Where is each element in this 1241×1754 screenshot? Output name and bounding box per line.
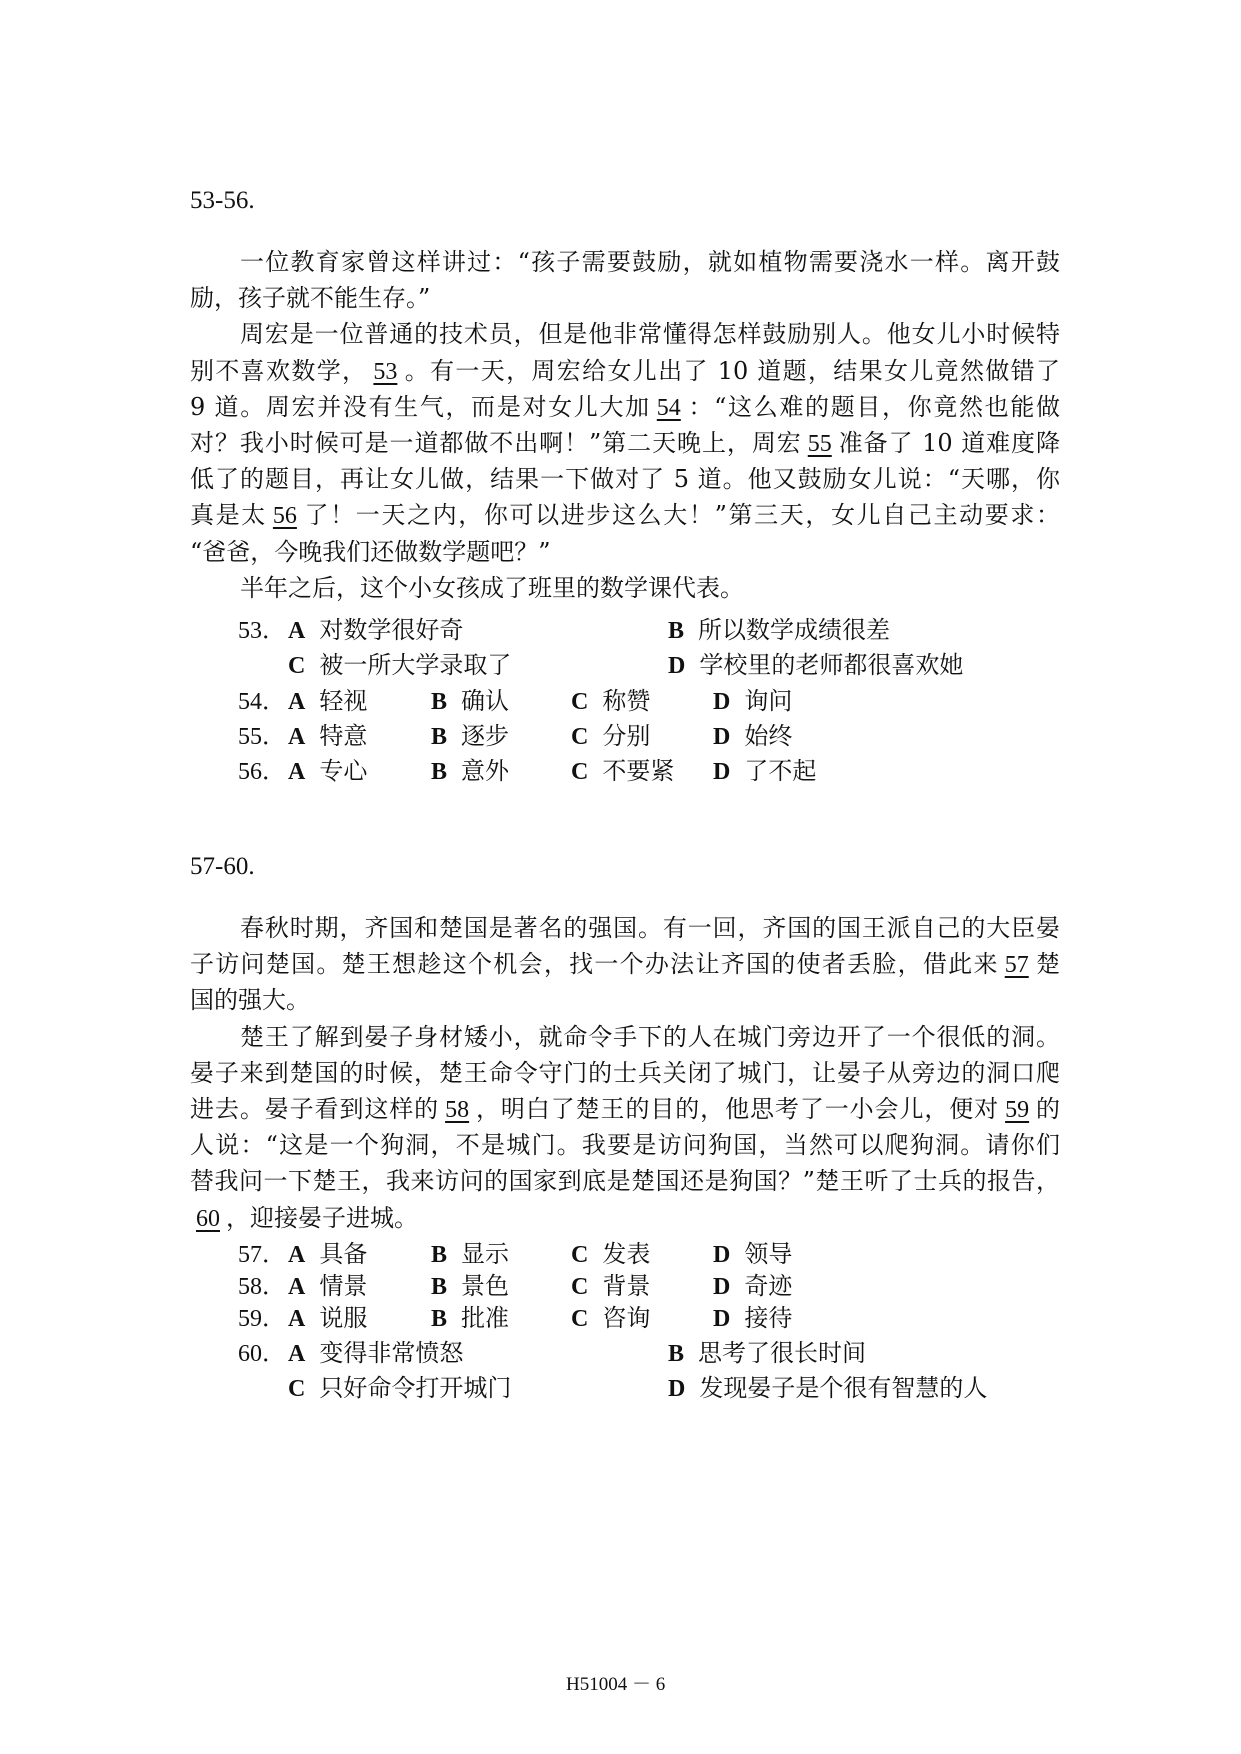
option-b[interactable]: B 意外 — [431, 757, 510, 785]
blank-57: 57 — [1004, 952, 1029, 979]
question-number: 55． — [238, 724, 286, 750]
question-number: 57． — [238, 1242, 286, 1268]
passage-line: “爸爸，今晚我们还做数学题吧？” — [190, 537, 551, 566]
blank-59: 59 — [1005, 1096, 1030, 1123]
passage-line: 60 ，迎接晏子进城。 — [190, 1200, 1060, 1236]
passage-line: 别不喜欢数学， 53 。有一天，周宏给女儿出了 10 道题，结果女儿竟然做错了 — [190, 356, 1061, 385]
option-c[interactable]: C 咨询 — [571, 1304, 651, 1332]
option-b[interactable]: B 所以数学成绩很差 — [668, 616, 891, 644]
passage-line: 一位教育家曾这样讲过：“孩子需要鼓励，就如植物需要浇水一样。离开鼓 — [240, 248, 1060, 276]
blank-55: 55 — [807, 430, 832, 457]
passage-line: 子访问楚国。楚王想趁这个机会，找一个办法让齐国的使者丢脸，借此来 57 楚 — [190, 950, 1061, 979]
passage-line: 真是太 56 了！一天之内，你可以进步这么大！”第三天，女儿自己主动要求： — [190, 501, 1060, 530]
question-number: 58． — [238, 1274, 286, 1300]
passage-line: 人说：“这是一个狗洞，不是城门。我要是访问狗国，当然可以爬狗洞。请你们 — [190, 1131, 1060, 1160]
option-d[interactable]: D 了不起 — [713, 757, 817, 785]
section-heading-57-60: 57-60. — [190, 853, 255, 880]
passage-line: 9 道。周宏并没有生气，而是对女儿大加 54 ：“这么难的题目，你竟然也能做 — [190, 392, 1060, 421]
option-d[interactable]: D 发现晏子是个很有智慧的人 — [668, 1374, 988, 1402]
blank-60: 60 — [196, 1205, 220, 1232]
option-a[interactable]: A 说服 — [288, 1304, 368, 1332]
option-b[interactable]: B 批准 — [431, 1304, 510, 1332]
option-c[interactable]: C 分别 — [571, 722, 651, 750]
option-d[interactable]: D 接待 — [713, 1304, 793, 1332]
blank-54: 54 — [656, 394, 681, 421]
option-d[interactable]: D 奇迹 — [713, 1272, 793, 1300]
option-b[interactable]: B 景色 — [431, 1272, 510, 1300]
blank-53: 53 — [373, 358, 398, 385]
passage-line: 楚王了解到晏子身材矮小，就命令手下的人在城门旁边开了一个很低的洞。 — [240, 1022, 1060, 1051]
option-b[interactable]: B 思考了很长时间 — [668, 1339, 867, 1367]
blank-58: 58 — [445, 1096, 470, 1123]
passage-line: 对？我小时候可是一道都做不出啊！”第二天晚上，周宏 55 准备了 10 道难度降 — [190, 428, 1060, 457]
passage-line: 替我问一下楚王，我来访问的国家到底是楚国还是狗国？”楚王听了士兵的报告， — [190, 1167, 1060, 1196]
option-b[interactable]: B 确认 — [431, 687, 510, 715]
passage-line: 春秋时期，齐国和楚国是著名的强国。有一回，齐国的国王派自己的大臣晏 — [240, 914, 1060, 942]
option-d[interactable]: D 领导 — [713, 1240, 793, 1268]
option-c[interactable]: C 只好命令打开城门 — [288, 1374, 512, 1402]
passage-line: 励，孩子就不能生存。” — [190, 284, 431, 313]
passage-line: 进去。晏子看到这样的 58 ，明白了楚王的目的，他思考了一小会儿，便对 59 的 — [190, 1094, 1061, 1123]
question-number: 53． — [238, 618, 286, 644]
passage-53-56 — [190, 244, 1060, 606]
option-c[interactable]: C 背景 — [571, 1272, 651, 1300]
option-d[interactable]: D 始终 — [713, 722, 793, 750]
passage-line: 国的强大。 — [190, 986, 310, 1015]
option-d[interactable]: D 学校里的老师都很喜欢她 — [668, 651, 964, 679]
option-a[interactable]: A 轻视 — [288, 687, 368, 715]
section-heading-53-56: 53-56. — [190, 187, 255, 214]
option-a[interactable]: A 对数学很好奇 — [288, 616, 464, 644]
question-number: 60． — [238, 1341, 286, 1367]
option-a[interactable]: A 情景 — [288, 1272, 368, 1300]
question-number: 59． — [238, 1306, 286, 1332]
option-c[interactable]: C 被一所大学录取了 — [288, 651, 512, 679]
option-a[interactable]: A 具备 — [288, 1240, 368, 1268]
option-c[interactable]: C 发表 — [571, 1240, 651, 1268]
option-c[interactable]: C 称赞 — [571, 687, 651, 715]
blank-56: 56 — [272, 503, 297, 530]
option-d[interactable]: D 询问 — [713, 687, 793, 715]
passage-line: 晏子来到楚国的时候，楚王命令守门的士兵关闭了城门，让晏子从旁边的洞口爬 — [190, 1058, 1060, 1087]
option-b[interactable]: B 逐步 — [431, 722, 510, 750]
question-number: 54． — [238, 689, 286, 715]
passage-57-60 — [190, 910, 1060, 1236]
passage-line: 周宏是一位普通的技术员，但是他非常懂得怎样鼓励别人。他女儿小时候特 — [240, 320, 1060, 349]
option-a[interactable]: A 特意 — [288, 722, 368, 750]
option-c[interactable]: C 不要紧 — [571, 757, 675, 785]
option-a[interactable]: A 专心 — [288, 757, 368, 785]
passage-line: 低了的题目，再让女儿做，结果一下做对了 5 道。他又鼓励女儿说：“天哪，你 — [190, 465, 1060, 494]
question-number: 56． — [238, 759, 286, 785]
option-a[interactable]: A 变得非常愤怒 — [288, 1339, 464, 1367]
option-b[interactable]: B 显示 — [431, 1240, 510, 1268]
passage-line: 半年之后，这个小女孩成了班里的数学课代表。 — [240, 573, 744, 602]
page-footer: H51004 － 6 — [566, 1674, 666, 1695]
